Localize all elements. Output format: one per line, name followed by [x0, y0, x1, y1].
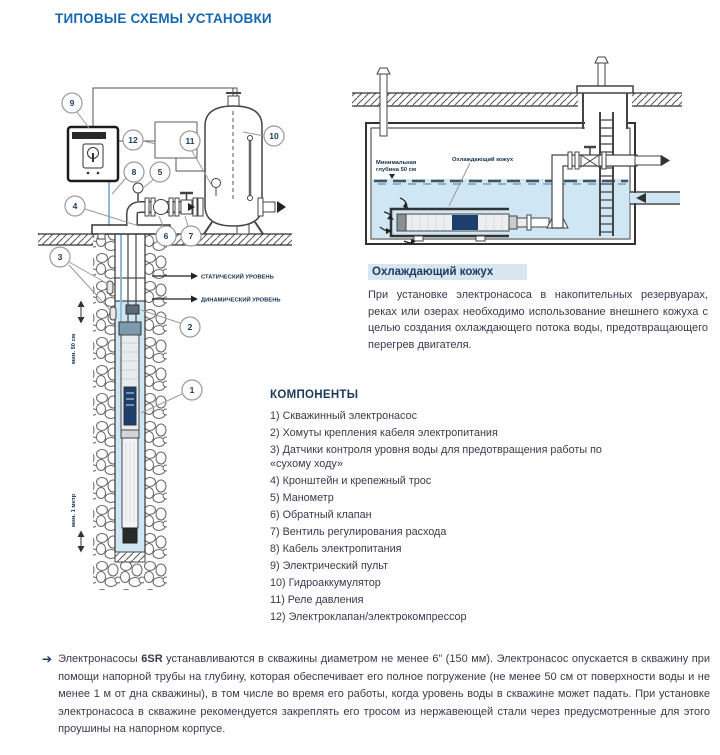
- component-item: 6) Обратный клапан: [270, 508, 372, 521]
- svg-text:Охлаждающий кожух: Охлаждающий кожух: [452, 157, 514, 163]
- level-sensor: [107, 281, 113, 294]
- cooling-jacket-section: [368, 262, 708, 353]
- component-item: 3) Датчики контроля уровня воды для предотвращения работы по «сухому ходу»: [270, 444, 602, 470]
- components-section: [270, 389, 602, 628]
- svg-text:мин. 1 метр: мин. 1 метр: [71, 493, 77, 527]
- svg-text:10: 10: [269, 131, 279, 141]
- svg-text:5: 5: [157, 167, 163, 177]
- svg-text:1: 1: [189, 385, 195, 395]
- svg-text:Минимальная: Минимальная: [376, 160, 417, 166]
- component-item: 12) Электроклапан/электрокомпрессор: [270, 610, 467, 623]
- footer-note-text: [58, 651, 710, 739]
- ground-surface: [352, 93, 682, 106]
- well-installation-diagram: [35, 80, 295, 645]
- static-level-label: [152, 273, 274, 281]
- svg-text:7: 7: [188, 231, 194, 241]
- vent-pipe: [598, 63, 605, 86]
- pump-label: [452, 215, 478, 230]
- footer-body: устанавливаются в скважины диаметром не менее 6” (150 мм). Электронасос опускается в скважину при помощи напорной трубы на глубину, которая обеспечивает его полное погружение (не менее 50 см от поверхности воды и не менее 1 м от дна скважины), в том числе во время его работы, когда уровень воды в скважине может падать. При установке электронасоса в скважине рекомендуется закреплять его тросом из нержавеющей стали через предусмотренные для этого проушины на напорном корпусе.: [58, 653, 710, 736]
- svg-text:СТАТИЧЕСКИЙ УРОВЕНЬ: СТАТИЧЕСКИЙ УРОВЕНЬ: [201, 274, 274, 281]
- page-title: ТИПОВЫЕ СХЕМЫ УСТАНОВКИ: [55, 11, 272, 26]
- level-sensor: [110, 307, 116, 320]
- svg-text:ДИНАМИЧЕСКИЙ УРОВЕНЬ: ДИНАМИЧЕСКИЙ УРОВЕНЬ: [201, 297, 281, 304]
- tank-installation-diagram: [350, 55, 685, 255]
- tank-gauge: [212, 179, 221, 188]
- svg-text:8: 8: [131, 167, 137, 177]
- regulation-valve: [180, 193, 193, 214]
- svg-text:6: 6: [163, 231, 169, 241]
- component-item: 2) Хомуты крепления кабеля электропитания: [270, 427, 498, 439]
- svg-text:9: 9: [69, 98, 75, 108]
- cooling-section-body: При установке электронасоса в накопительных резервуарах, реках или озерах необходимо использование внешнего кожуха с целью создания охлаждающего потока воды, предотвращающего перегрев двигателя.: [368, 289, 708, 351]
- component-item: 5) Манометр: [270, 491, 334, 504]
- cooling-section-heading: Охлаждающий кожух: [368, 264, 527, 280]
- svg-text:12: 12: [128, 135, 138, 145]
- svg-text:3: 3: [57, 252, 63, 262]
- component-item: 1) Скважинный электронасос: [270, 410, 417, 422]
- component-item: 8) Кабель электропитания: [270, 542, 402, 555]
- pump-model: 6SR: [141, 653, 163, 665]
- flow-arrow: [277, 201, 286, 213]
- component-item: 4) Кронштейн и крепежный трос: [270, 474, 432, 487]
- component-item: 9) Электрический пульт: [270, 559, 388, 572]
- arrow-right-icon: ➔: [42, 652, 53, 666]
- submersible-pump: [119, 322, 141, 543]
- components-heading: КОМПОНЕНТЫ: [270, 389, 359, 401]
- svg-text:4: 4: [72, 201, 78, 211]
- svg-text:2: 2: [187, 322, 193, 332]
- cable-clamp: [126, 305, 139, 314]
- dimension-min-1m: [71, 493, 85, 552]
- manhole: [577, 57, 633, 93]
- svg-text:глубина 50 см: глубина 50 см: [376, 167, 417, 173]
- footer-note: [42, 651, 710, 739]
- hydro-accumulator: [204, 88, 263, 234]
- svg-text:мин. 50 см: мин. 50 см: [71, 333, 77, 364]
- control-panel: [68, 127, 118, 181]
- svg-text:11: 11: [185, 136, 195, 146]
- check-valve: [154, 200, 169, 215]
- flow-arrow: [661, 155, 670, 166]
- inlet-pipe: [630, 192, 680, 204]
- dimension-min-50cm: [71, 301, 85, 365]
- manometer: [133, 183, 143, 193]
- component-item: 7) Вентиль регулирования расхода: [270, 525, 447, 538]
- footer-lead: Электронасосы: [58, 653, 142, 665]
- component-item: 11) Реле давления: [270, 593, 364, 606]
- component-item: 10) Гидроаккумулятор: [270, 576, 381, 589]
- components-list: [270, 410, 602, 625]
- dynamic-level-label: [152, 296, 281, 304]
